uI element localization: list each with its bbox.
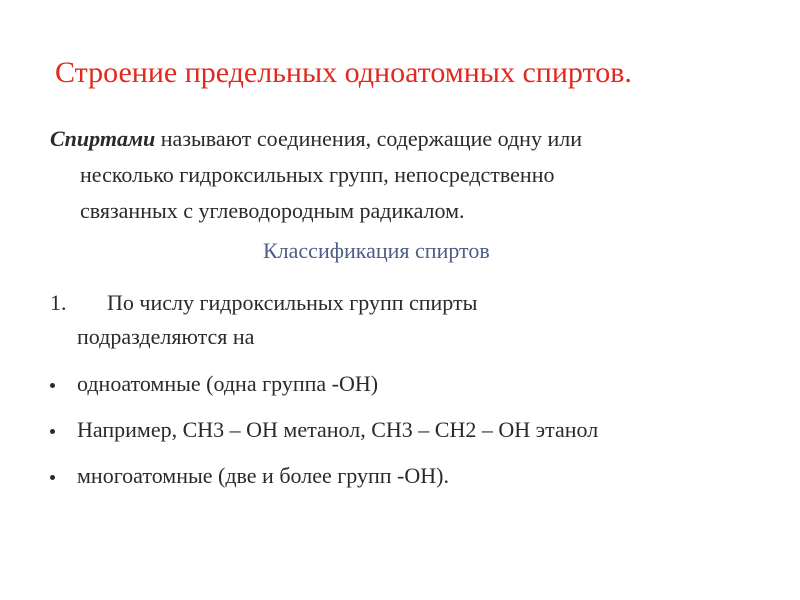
slide-title: Строение предельных одноатомных спиртов. — [55, 56, 632, 89]
bullet-icon — [50, 383, 55, 388]
bullet-text: многоатомные (две и более групп -ОН). — [77, 463, 449, 488]
definition-line-2: несколько гидроксильных групп, непосредственно — [80, 162, 555, 187]
definition-paragraph — [50, 121, 750, 229]
numbered-item-line-1 — [50, 286, 477, 320]
numbered-item-text-1: По числу гидроксильных групп спирты — [107, 290, 478, 315]
definition-line-1 — [50, 121, 750, 157]
definition-term: Спиртами — [50, 126, 156, 151]
numbered-item — [50, 286, 477, 354]
bullet-text: Например, СН3 – ОН метанол, СН3 – СН2 – ОН этанол — [77, 417, 599, 442]
bullet-icon — [50, 475, 55, 480]
classification-heading: Классификация спиртов — [263, 238, 490, 263]
bullet-text: одноатомные (одна группа -ОН) — [77, 371, 379, 396]
numbered-item-line-2: подразделяются на — [77, 324, 255, 349]
definition-line-1-text: называют соединения, содержащие одну или — [155, 126, 582, 151]
bullet-icon — [50, 429, 55, 434]
numbered-item-number: 1. — [50, 290, 67, 315]
definition-line-3: связанных с углеводородным радикалом. — [80, 198, 465, 223]
